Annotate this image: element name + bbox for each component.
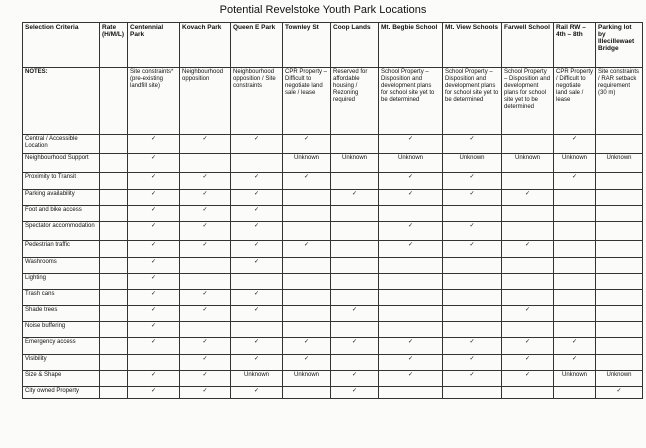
empty-cell	[331, 258, 379, 274]
empty-cell	[596, 173, 643, 190]
column-header-parking-lot: Parking lot by Illecillewaet Bridge	[596, 23, 643, 68]
empty-cell	[554, 306, 596, 322]
empty-cell	[100, 338, 128, 355]
empty-cell	[502, 222, 554, 241]
empty-cell	[331, 290, 379, 306]
note-cell: Neighbourhood opposition / Site constraints	[231, 68, 283, 135]
empty-cell	[283, 222, 331, 241]
empty-cell	[502, 206, 554, 222]
note-cell: Neighbourhood opposition	[180, 68, 231, 135]
check-mark-icon: ✓	[379, 355, 443, 371]
empty-cell	[554, 206, 596, 222]
criteria-label: Visibility	[23, 355, 100, 371]
status-text: Unknown	[502, 154, 554, 173]
column-header-selection-criteria: Selection Criteria	[23, 23, 100, 68]
empty-cell	[502, 387, 554, 399]
criteria-row	[23, 371, 643, 387]
criteria-label: Central / Accessible Location	[23, 135, 100, 154]
empty-cell	[100, 306, 128, 322]
column-header-centennial-park: Centennial Park	[128, 23, 180, 68]
criteria-label: Foot and bike access	[23, 206, 100, 222]
check-mark-icon: ✓	[180, 190, 231, 206]
check-mark-icon: ✓	[443, 241, 502, 258]
check-mark-icon: ✓	[128, 190, 180, 206]
empty-cell	[331, 206, 379, 222]
check-mark-icon: ✓	[283, 173, 331, 190]
status-text: Unknown	[554, 371, 596, 387]
criteria-label: Neighbourhood Support	[23, 154, 100, 173]
criteria-label: City owned Property	[23, 387, 100, 399]
empty-cell	[502, 322, 554, 338]
criteria-row	[23, 258, 643, 274]
criteria-row	[23, 322, 643, 338]
empty-cell	[231, 154, 283, 173]
empty-cell	[554, 387, 596, 399]
check-mark-icon: ✓	[128, 274, 180, 290]
empty-cell	[283, 322, 331, 338]
empty-cell	[379, 387, 443, 399]
empty-cell	[443, 258, 502, 274]
empty-cell	[596, 241, 643, 258]
check-mark-icon: ✓	[443, 173, 502, 190]
empty-cell	[331, 222, 379, 241]
empty-cell	[554, 274, 596, 290]
empty-cell	[596, 222, 643, 241]
check-mark-icon: ✓	[231, 355, 283, 371]
empty-cell	[502, 258, 554, 274]
check-mark-icon: ✓	[379, 241, 443, 258]
notes-row	[23, 68, 643, 135]
criteria-row	[23, 274, 643, 290]
empty-cell	[596, 306, 643, 322]
criteria-row	[23, 173, 643, 190]
check-mark-icon: ✓	[502, 241, 554, 258]
check-mark-icon: ✓	[180, 306, 231, 322]
empty-cell	[100, 241, 128, 258]
check-mark-icon: ✓	[231, 222, 283, 241]
note-cell: School Property – Disposition and development plans for school site yet to be determined	[502, 68, 554, 135]
check-mark-icon: ✓	[283, 338, 331, 355]
status-text: Unknown	[554, 154, 596, 173]
empty-cell	[100, 135, 128, 154]
check-mark-icon: ✓	[502, 355, 554, 371]
empty-cell	[379, 258, 443, 274]
empty-cell	[180, 322, 231, 338]
check-mark-icon: ✓	[231, 306, 283, 322]
criteria-row	[23, 290, 643, 306]
empty-cell	[180, 274, 231, 290]
empty-cell	[128, 355, 180, 371]
note-cell: CPR Property – Difficult to negotiate land sale / lease	[283, 68, 331, 135]
note-cell	[100, 68, 128, 135]
empty-cell	[443, 290, 502, 306]
check-mark-icon: ✓	[180, 355, 231, 371]
criteria-label: Emergency access	[23, 338, 100, 355]
column-header-townley-st: Townley St	[283, 23, 331, 68]
empty-cell	[180, 154, 231, 173]
check-mark-icon: ✓	[502, 190, 554, 206]
check-mark-icon: ✓	[128, 338, 180, 355]
empty-cell	[379, 322, 443, 338]
empty-cell	[100, 222, 128, 241]
check-mark-icon: ✓	[231, 387, 283, 399]
criteria-row	[23, 355, 643, 371]
check-mark-icon: ✓	[331, 338, 379, 355]
empty-cell	[596, 206, 643, 222]
criteria-label: Shade trees	[23, 306, 100, 322]
empty-cell	[283, 290, 331, 306]
check-mark-icon: ✓	[180, 387, 231, 399]
check-mark-icon: ✓	[128, 322, 180, 338]
empty-cell	[100, 258, 128, 274]
empty-cell	[283, 306, 331, 322]
check-mark-icon: ✓	[180, 371, 231, 387]
document-title: Potential Revelstoke Youth Park Locations	[219, 4, 427, 16]
check-mark-icon: ✓	[554, 338, 596, 355]
check-mark-icon: ✓	[379, 222, 443, 241]
empty-cell	[231, 322, 283, 338]
check-mark-icon: ✓	[379, 173, 443, 190]
check-mark-icon: ✓	[331, 371, 379, 387]
check-mark-icon: ✓	[128, 290, 180, 306]
check-mark-icon: ✓	[443, 338, 502, 355]
criteria-row	[23, 154, 643, 173]
empty-cell	[596, 258, 643, 274]
check-mark-icon: ✓	[231, 135, 283, 154]
empty-cell	[443, 322, 502, 338]
criteria-row	[23, 135, 643, 154]
empty-cell	[283, 387, 331, 399]
empty-cell	[443, 274, 502, 290]
column-header-rate: Rate (H/M/L)	[100, 23, 128, 68]
criteria-row	[23, 241, 643, 258]
empty-cell	[180, 258, 231, 274]
check-mark-icon: ✓	[180, 241, 231, 258]
empty-cell	[331, 355, 379, 371]
check-mark-icon: ✓	[180, 338, 231, 355]
check-mark-icon: ✓	[502, 371, 554, 387]
criteria-label: Size & Shape	[23, 371, 100, 387]
empty-cell	[231, 274, 283, 290]
empty-cell	[100, 206, 128, 222]
header-row	[23, 23, 643, 68]
check-mark-icon: ✓	[180, 222, 231, 241]
check-mark-icon: ✓	[180, 206, 231, 222]
check-mark-icon: ✓	[443, 371, 502, 387]
check-mark-icon: ✓	[554, 135, 596, 154]
check-mark-icon: ✓	[283, 355, 331, 371]
check-mark-icon: ✓	[283, 241, 331, 258]
empty-cell	[100, 290, 128, 306]
check-mark-icon: ✓	[443, 190, 502, 206]
empty-cell	[283, 190, 331, 206]
check-mark-icon: ✓	[379, 371, 443, 387]
check-mark-icon: ✓	[554, 355, 596, 371]
note-cell: School Property – Disposition and development plans for school site yet to be determined	[443, 68, 502, 135]
criteria-label: Pedestrian traffic	[23, 241, 100, 258]
check-mark-icon: ✓	[231, 290, 283, 306]
check-mark-icon: ✓	[554, 173, 596, 190]
column-header-mt-begbie-school: Mt. Begbie School	[379, 23, 443, 68]
status-text: Unknown	[231, 371, 283, 387]
check-mark-icon: ✓	[283, 135, 331, 154]
criteria-label: Trash cans	[23, 290, 100, 306]
check-mark-icon: ✓	[128, 306, 180, 322]
check-mark-icon: ✓	[180, 135, 231, 154]
notes-label: NOTES:	[23, 68, 100, 135]
empty-cell	[379, 306, 443, 322]
empty-cell	[100, 355, 128, 371]
criteria-row	[23, 387, 643, 399]
check-mark-icon: ✓	[128, 173, 180, 190]
empty-cell	[596, 290, 643, 306]
check-mark-icon: ✓	[180, 290, 231, 306]
empty-cell	[502, 290, 554, 306]
criteria-row	[23, 206, 643, 222]
column-header-mt-view-schools: Mt. View Schools	[443, 23, 502, 68]
criteria-label: Proximity to Transit	[23, 173, 100, 190]
empty-cell	[100, 190, 128, 206]
check-mark-icon: ✓	[128, 258, 180, 274]
empty-cell	[379, 290, 443, 306]
empty-cell	[379, 274, 443, 290]
check-mark-icon: ✓	[502, 306, 554, 322]
check-mark-icon: ✓	[128, 206, 180, 222]
empty-cell	[554, 241, 596, 258]
empty-cell	[502, 274, 554, 290]
status-text: Unknown	[283, 154, 331, 173]
empty-cell	[596, 274, 643, 290]
empty-cell	[443, 306, 502, 322]
empty-cell	[502, 135, 554, 154]
criteria-label: Parking availability	[23, 190, 100, 206]
status-text: Unknown	[443, 154, 502, 173]
check-mark-icon: ✓	[231, 190, 283, 206]
check-mark-icon: ✓	[128, 371, 180, 387]
empty-cell	[331, 173, 379, 190]
empty-cell	[502, 173, 554, 190]
empty-cell	[100, 387, 128, 399]
status-text: Unknown	[283, 371, 331, 387]
note-cell: Site constraints / RAR setback requirement (30 m)	[596, 68, 643, 135]
check-mark-icon: ✓	[180, 173, 231, 190]
column-header-queen-e-park: Queen E Park	[231, 23, 283, 68]
column-header-coop-lands: Coop Lands	[331, 23, 379, 68]
empty-cell	[443, 387, 502, 399]
empty-cell	[596, 190, 643, 206]
empty-cell	[379, 206, 443, 222]
empty-cell	[554, 222, 596, 241]
empty-cell	[554, 258, 596, 274]
empty-cell	[331, 135, 379, 154]
check-mark-icon: ✓	[231, 241, 283, 258]
criteria-label: Spectator accommodation	[23, 222, 100, 241]
check-mark-icon: ✓	[231, 173, 283, 190]
criteria-label: Washrooms	[23, 258, 100, 274]
empty-cell	[554, 190, 596, 206]
criteria-row	[23, 338, 643, 355]
column-header-farwell-school: Farwell School	[502, 23, 554, 68]
check-mark-icon: ✓	[379, 135, 443, 154]
check-mark-icon: ✓	[331, 387, 379, 399]
check-mark-icon: ✓	[128, 387, 180, 399]
check-mark-icon: ✓	[502, 338, 554, 355]
status-text: Unknown	[596, 371, 643, 387]
check-mark-icon: ✓	[379, 338, 443, 355]
empty-cell	[100, 322, 128, 338]
check-mark-icon: ✓	[128, 154, 180, 173]
check-mark-icon: ✓	[443, 355, 502, 371]
check-mark-icon: ✓	[596, 387, 643, 399]
criteria-table	[22, 22, 643, 399]
status-text: Unknown	[596, 154, 643, 173]
note-cell: Site constraints* (pre-existing landfill site)	[128, 68, 180, 135]
empty-cell	[100, 173, 128, 190]
criteria-row	[23, 306, 643, 322]
check-mark-icon: ✓	[128, 241, 180, 258]
empty-cell	[596, 322, 643, 338]
column-header-rail-rw: Rail RW – 4th – 8th	[554, 23, 596, 68]
empty-cell	[596, 355, 643, 371]
empty-cell	[596, 135, 643, 154]
empty-cell	[554, 322, 596, 338]
empty-cell	[331, 241, 379, 258]
check-mark-icon: ✓	[231, 206, 283, 222]
check-mark-icon: ✓	[231, 338, 283, 355]
check-mark-icon: ✓	[443, 135, 502, 154]
criteria-label: Lighting	[23, 274, 100, 290]
empty-cell	[100, 154, 128, 173]
empty-cell	[283, 258, 331, 274]
empty-cell	[283, 274, 331, 290]
column-header-kovach-park: Kovach Park	[180, 23, 231, 68]
note-cell: Reserved for affordable housing / Rezoning required	[331, 68, 379, 135]
note-cell: School Property – Disposition and development plans for school site yet to be determined	[379, 68, 443, 135]
status-text: Unknown	[331, 154, 379, 173]
empty-cell	[554, 290, 596, 306]
empty-cell	[283, 206, 331, 222]
empty-cell	[596, 338, 643, 355]
check-mark-icon: ✓	[379, 190, 443, 206]
note-cell: CPR Property / Difficult to negotiate land sale / lease	[554, 68, 596, 135]
empty-cell	[100, 274, 128, 290]
check-mark-icon: ✓	[443, 222, 502, 241]
empty-cell	[443, 206, 502, 222]
criteria-row	[23, 222, 643, 241]
check-mark-icon: ✓	[231, 258, 283, 274]
empty-cell	[100, 371, 128, 387]
criteria-row	[23, 190, 643, 206]
empty-cell	[331, 274, 379, 290]
check-mark-icon: ✓	[128, 135, 180, 154]
criteria-label: Noise buffering	[23, 322, 100, 338]
empty-cell	[331, 322, 379, 338]
check-mark-icon: ✓	[331, 190, 379, 206]
check-mark-icon: ✓	[128, 222, 180, 241]
status-text: Unknown	[379, 154, 443, 173]
check-mark-icon: ✓	[331, 306, 379, 322]
